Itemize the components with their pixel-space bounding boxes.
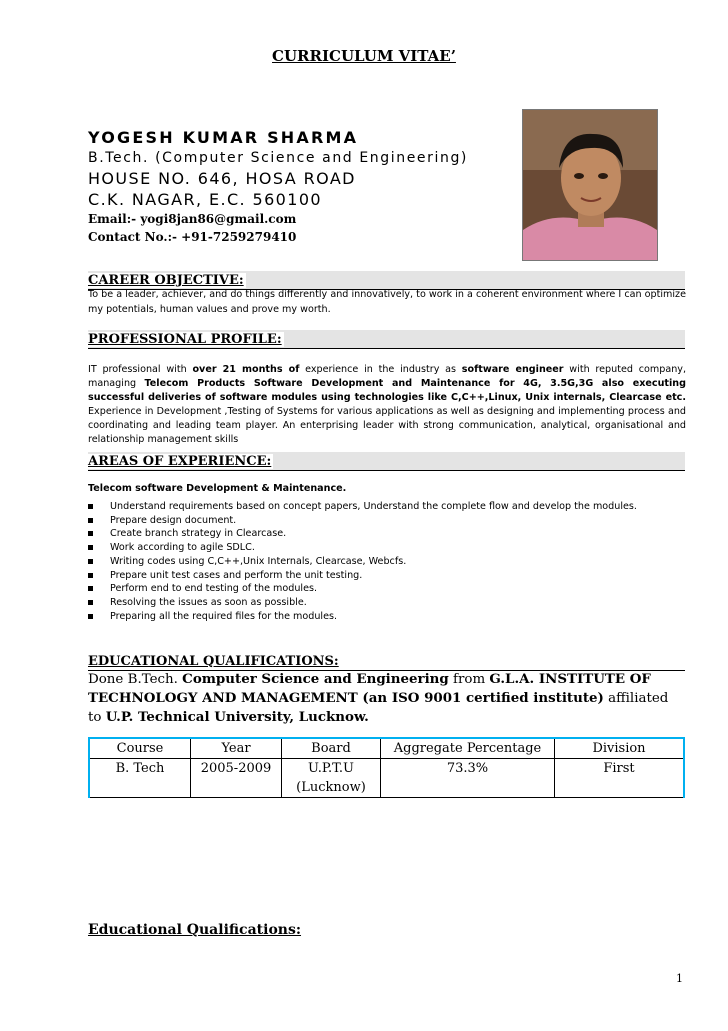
bullet-icon: [88, 614, 93, 619]
list-item-text: Resolving the issues as soon as possible.: [110, 596, 307, 608]
profile-text-1: IT professional with: [88, 364, 193, 375]
table-cell: B. Tech: [89, 759, 191, 798]
career-objective-label: CAREER OBJECTIVE:: [88, 273, 244, 288]
table-header-cell: Year: [191, 738, 282, 759]
list-item: [88, 500, 686, 514]
table-header-cell: Course: [89, 738, 191, 759]
list-item: [88, 596, 686, 610]
address-line-2: C.K. NAGAR, E.C. 560100: [88, 190, 323, 209]
educational-qualifications-heading: [88, 652, 685, 671]
degree: B.Tech. (Computer Science and Engineering): [88, 150, 468, 166]
profile-text-4: Experience in Development ,Testing of Systems for various applications as well as designing and implementing process and coordinating and leading team player. An enterprising leader with strong communication, analytical, organisational and relationship management skills: [88, 406, 686, 445]
email: Email:- yogi8jan86@gmail.com: [88, 212, 297, 226]
list-item-text: Understand requirements based on concept papers, Understand the complete flow and develop the modules.: [110, 501, 637, 512]
professional-profile-heading: [88, 330, 685, 349]
bullet-icon: [88, 573, 93, 578]
table-cell: 73.3%: [381, 759, 555, 798]
bullet-icon: [88, 600, 93, 605]
profile-bold-2: software engineer: [461, 364, 564, 375]
professional-profile-label: PROFESSIONAL PROFILE:: [88, 332, 282, 347]
profile-photo: [522, 109, 658, 261]
portrait-image: [523, 110, 657, 260]
table-row: [89, 759, 684, 798]
table-header-cell: Aggregate Percentage: [381, 738, 555, 759]
bullet-icon: [88, 586, 93, 591]
table-cell: U.P.T.U (Lucknow): [282, 759, 381, 798]
list-item: [88, 527, 686, 541]
bullet-icon: [88, 559, 93, 564]
edu-bold-1: Computer Science and Engineering: [182, 671, 449, 687]
experience-list: [88, 500, 686, 623]
professional-profile-text: [88, 363, 686, 447]
table-cell: First: [555, 759, 685, 798]
edu-text-3: affiliated to: [88, 691, 669, 725]
bullet-icon: [88, 545, 93, 550]
list-item-text: Work according to agile SDLC.: [110, 542, 255, 554]
candidate-name: YOGESH KUMAR SHARMA: [88, 128, 359, 147]
list-item: [88, 555, 686, 569]
table-header-cell: Division: [555, 738, 685, 759]
bullet-icon: [88, 504, 93, 509]
table-cell: 2005-2009: [191, 759, 282, 798]
list-item-text: Prepare unit test cases and perform the unit testing.: [110, 569, 363, 581]
list-item: [88, 541, 686, 555]
page-number: 1: [676, 972, 683, 985]
list-item-text: Writing codes using C,C++,Unix Internals, Clearcase, Webcfs.: [110, 555, 407, 567]
bullet-icon: [88, 518, 93, 523]
bullet-icon: [88, 531, 93, 536]
experience-subheading: Telecom software Development & Maintenance.: [88, 483, 347, 494]
list-item: [88, 582, 686, 596]
profile-text-2: experience in the industry as: [299, 364, 462, 375]
list-item-text: Perform end to end testing of the modules.: [110, 583, 318, 595]
areas-of-experience-heading: [88, 452, 685, 471]
list-item: [88, 569, 686, 583]
list-item: [88, 610, 686, 624]
personal-info: [88, 128, 468, 246]
list-item: [88, 514, 686, 528]
profile-bold-3: Telecom Products Software Development and Maintenance for 4G, 3.5G,3G also executing successful deliveries of software modules using technologies like C,C++,Linux, Unix internals, Clearcase etc.: [88, 378, 686, 403]
list-item-text: Preparing all the required files for the modules.: [110, 610, 338, 622]
areas-of-experience-label: AREAS OF EXPERIENCE:: [88, 454, 272, 469]
table-header-cell: Board: [282, 738, 381, 759]
contact-number: Contact No.:- +91-7259279410: [88, 230, 297, 244]
table-header-row: [89, 738, 684, 759]
edu-bold-3: U.P. Technical University, Lucknow.: [105, 709, 369, 725]
education-table: [88, 737, 685, 798]
document-title: CURRICULUM VITAE’: [272, 47, 456, 65]
edu-text-2: from: [448, 672, 490, 687]
edu-text-1: Done B.Tech.: [88, 672, 183, 687]
profile-bold-1: over 21 months of: [192, 364, 300, 375]
profile-text-3: with reputed company, managing: [88, 364, 687, 389]
education-description: [88, 670, 686, 727]
educational-qualifications-label: EDUCATIONAL QUALIFICATIONS:: [88, 654, 339, 669]
address-line-1: HOUSE NO. 646, HOSA ROAD: [88, 169, 356, 188]
list-item-text: Create branch strategy in Clearcase.: [110, 528, 287, 540]
educational-qualifications-subheading: Educational Qualifications:: [88, 922, 302, 938]
career-objective-text: To be a leader, achiever, and do things differently and innovatively, to work in a coherent environment where I can optimize my potentials, human values and prove my worth.: [88, 289, 686, 315]
edu-bold-2: G.L.A. INSTITUTE OF TECHNOLOGY AND MANAGEMENT (an ISO 9001 certified institute): [88, 671, 651, 706]
list-item-text: Prepare design document.: [110, 514, 237, 526]
